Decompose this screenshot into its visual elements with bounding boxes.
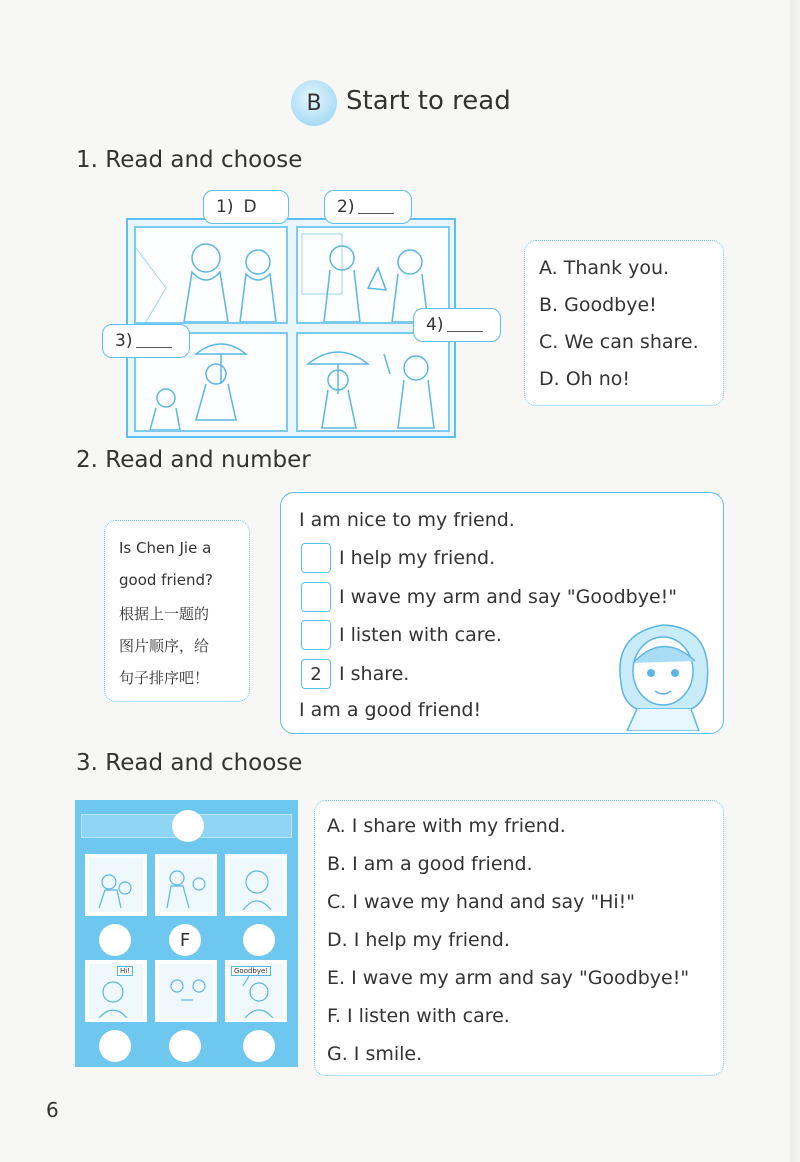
option-3-c: C. I wave my hand and say "Hi!" (327, 891, 636, 913)
item-3-text: I listen with care. (339, 624, 502, 646)
answer-slot-right[interactable] (243, 924, 275, 956)
speech-bubble-2[interactable] (324, 190, 412, 224)
options-box-1 (524, 240, 724, 406)
answer-slot-top[interactable] (172, 810, 204, 842)
speech-bubble-4[interactable] (413, 308, 501, 342)
page-number: 6 (46, 1098, 59, 1122)
option-3-d: D. I help my friend. (327, 929, 510, 951)
number-input-3[interactable] (301, 620, 331, 650)
option-3-a: A. I share with my friend. (327, 815, 566, 837)
board-picture-4 (85, 960, 147, 1022)
option-3-e: E. I wave my arm and say "Goodbye!" (327, 967, 690, 989)
options-box-3 (314, 800, 724, 1076)
option-3-f: F. I listen with care. (327, 1005, 510, 1027)
page-title: Start to read (346, 86, 511, 116)
speech-bubble-3[interactable] (102, 324, 190, 358)
intro-sentence: I am nice to my friend. (299, 509, 515, 531)
option-3-g: G. I smile. (327, 1043, 423, 1065)
picture-board (75, 800, 298, 1067)
option-1-b: B. Goodbye! (539, 294, 657, 316)
tip-line-5: 句子排序吧！ (119, 669, 210, 687)
answer-slot-bottom-left[interactable] (99, 1030, 131, 1062)
bubble-3-label: 3) (115, 331, 133, 351)
item-1-text: I help my friend. (339, 547, 496, 569)
number-input-4[interactable]: 2 (301, 659, 331, 689)
girls-talking-illustration (136, 228, 286, 322)
comic-panel-1 (134, 226, 288, 324)
answer-slot-bottom-center[interactable] (169, 1030, 201, 1062)
board-picture-2 (155, 854, 217, 916)
bubble-4-answer-line[interactable] (447, 318, 483, 332)
tip-box (104, 520, 250, 702)
girl-illustration (607, 613, 721, 731)
option-1-c: C. We can share. (539, 331, 699, 353)
board-picture-3 (225, 854, 287, 916)
section3-title: 3. Read and choose (76, 750, 303, 776)
bubble-2-label: 2) (337, 197, 355, 217)
bubble-4-label: 4) (426, 315, 444, 335)
section-badge: B (291, 80, 337, 126)
speech-bubble-1[interactable] (203, 190, 289, 224)
item-2-text: I wave my arm and say "Goodbye!" (339, 586, 677, 608)
option-1-d: D. Oh no! (539, 368, 631, 390)
answer-slot-center[interactable]: F (169, 924, 201, 956)
section1-title: 1. Read and choose (76, 147, 303, 173)
tip-line-2: good friend? (119, 571, 213, 589)
tip-line-3: 根据上一题的 (119, 605, 210, 623)
number-box (280, 492, 724, 734)
book-spine-shadow (790, 0, 800, 1162)
answer-slot-left[interactable] (99, 924, 131, 956)
board-picture-1 (85, 854, 147, 916)
comic-panel-4 (296, 332, 450, 432)
bubble-1-label: 1) (216, 197, 234, 217)
bubble-2-answer-line[interactable] (358, 200, 394, 214)
number-input-1[interactable] (301, 543, 331, 573)
board-picture-5 (155, 960, 217, 1022)
goodbye-bubble: Goodbye! (231, 966, 271, 976)
section2-title: 2. Read and number (76, 447, 311, 473)
waving-goodbye-illustration (298, 334, 448, 430)
option-3-b: B. I am a good friend. (327, 853, 533, 875)
option-1-a: A. Thank you. (539, 257, 670, 279)
tip-line-1: Is Chen Jie a (119, 539, 212, 557)
item-4-text: I share. (339, 663, 410, 685)
bubble-3-answer-line[interactable] (136, 334, 172, 348)
bubble-1-answer[interactable]: D (243, 197, 257, 217)
board-picture-6 (225, 960, 287, 1022)
outro-sentence: I am a good friend! (299, 699, 482, 721)
hi-bubble: Hi! (117, 966, 133, 976)
answer-slot-bottom-right[interactable] (243, 1030, 275, 1062)
number-input-2[interactable] (301, 582, 331, 612)
tip-line-4: 图片顺序，给 (119, 637, 210, 655)
